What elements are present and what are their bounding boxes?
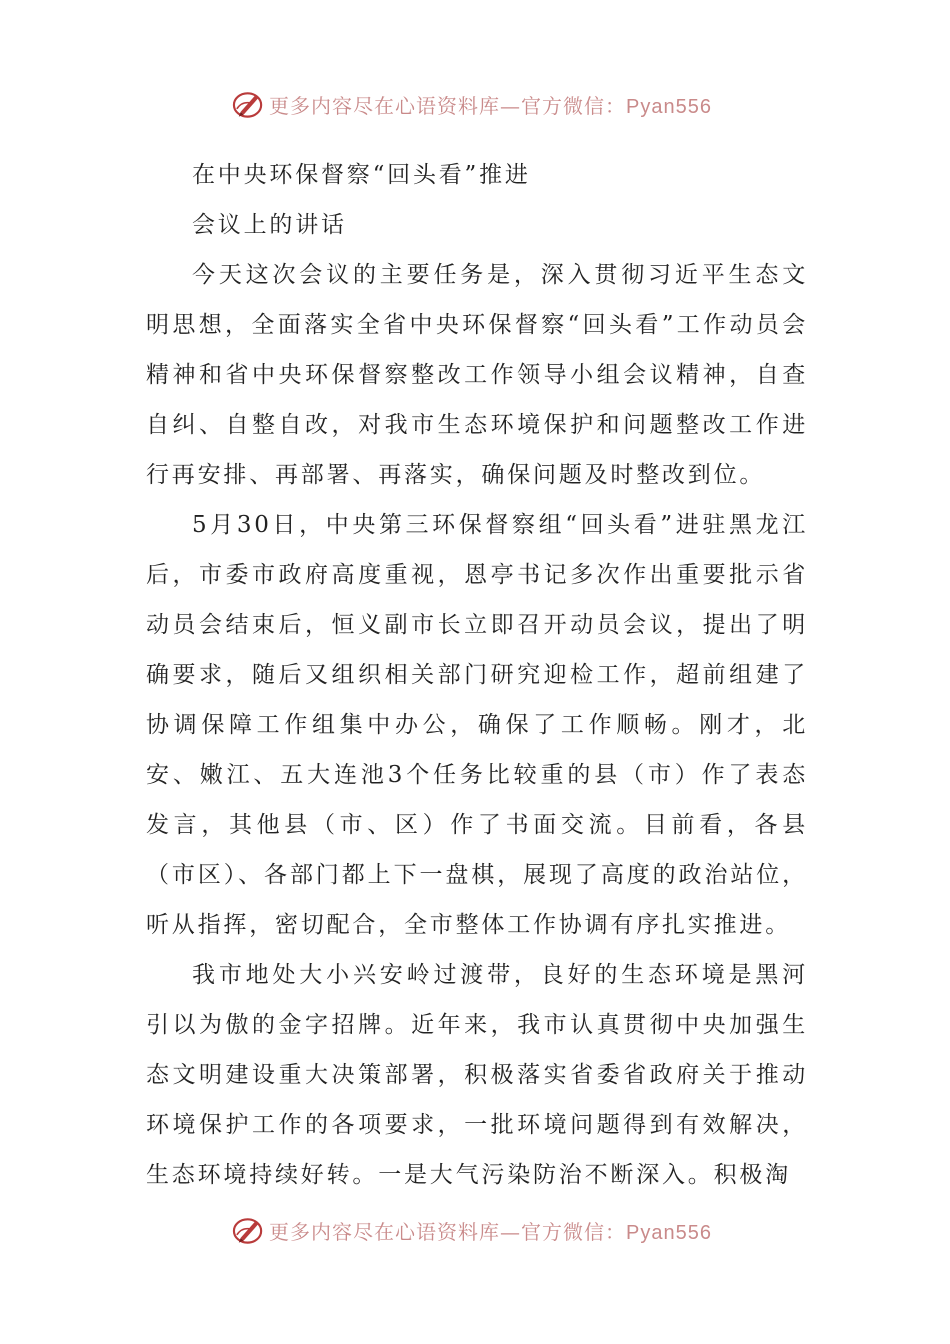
footer-banner-label: 更多内容尽在心语资料库—官方微信： — [269, 1219, 627, 1244]
footer-banner-text — [269, 1216, 712, 1245]
header-banner — [232, 84, 712, 124]
footer-wechat-id: Pyan556 — [626, 1221, 712, 1244]
paragraph-3: 我市地处大小兴安岭过渡带，良好的生态环境是黑河引以为傲的金字招牌。近年来，我市认真贯彻中央加强生态文明建设重大决策部署，积极落实省委省政府关于推动环境保护工作的各项要求，一批环境问题得到有效解决，生态环境持续好转。一是大气污染防治不断深入。积极淘 — [146, 962, 808, 1188]
title-line-2: 会议上的讲话 — [192, 212, 347, 238]
header-banner-text — [269, 90, 712, 119]
footer-banner — [232, 1210, 712, 1250]
paragraph-2: 5月30日，中央第三环保督察组“回头看”进驻黑龙江后，市委市政府高度重视，恩亭书记多次作出重要批示省动员会结束后，恒义副市长立即召开动员会议，提出了明确要求，随后又组织相关部门研究迎检工作，超前组建了协调保障工作组集中办公，确保了工作顺畅。刚才，北安、嫩江、五大连池3个任务比较重的县（市）作了表态发言，其他县（市、区）作了书面交流。目前看，各县（市区）、各部门都上下一盘棋，展现了高度的政治站位，听从指挥，密切配合，全市整体工作协调有序扎实推进。 — [146, 512, 808, 938]
header-wechat-id: Pyan556 — [626, 95, 712, 118]
pen-logo-icon — [232, 87, 265, 121]
header-banner-label: 更多内容尽在心语资料库—官方微信： — [269, 93, 627, 118]
paragraph-1: 今天这次会议的主要任务是，深入贯彻习近平生态文明思想，全面落实全省中央环保督察“回头看”工作动员会精神和省中央环保督察整改工作领导小组会议精神，自查自纠、自整自改，对我市生态环境保护和问题整改工作进行再安排、再部署、再落实，确保问题及时整改到位。 — [146, 262, 808, 488]
title-line-1: 在中央环保督察“回头看”推进 — [192, 162, 531, 188]
document-body — [146, 150, 808, 1200]
pen-logo-icon — [232, 1213, 265, 1247]
